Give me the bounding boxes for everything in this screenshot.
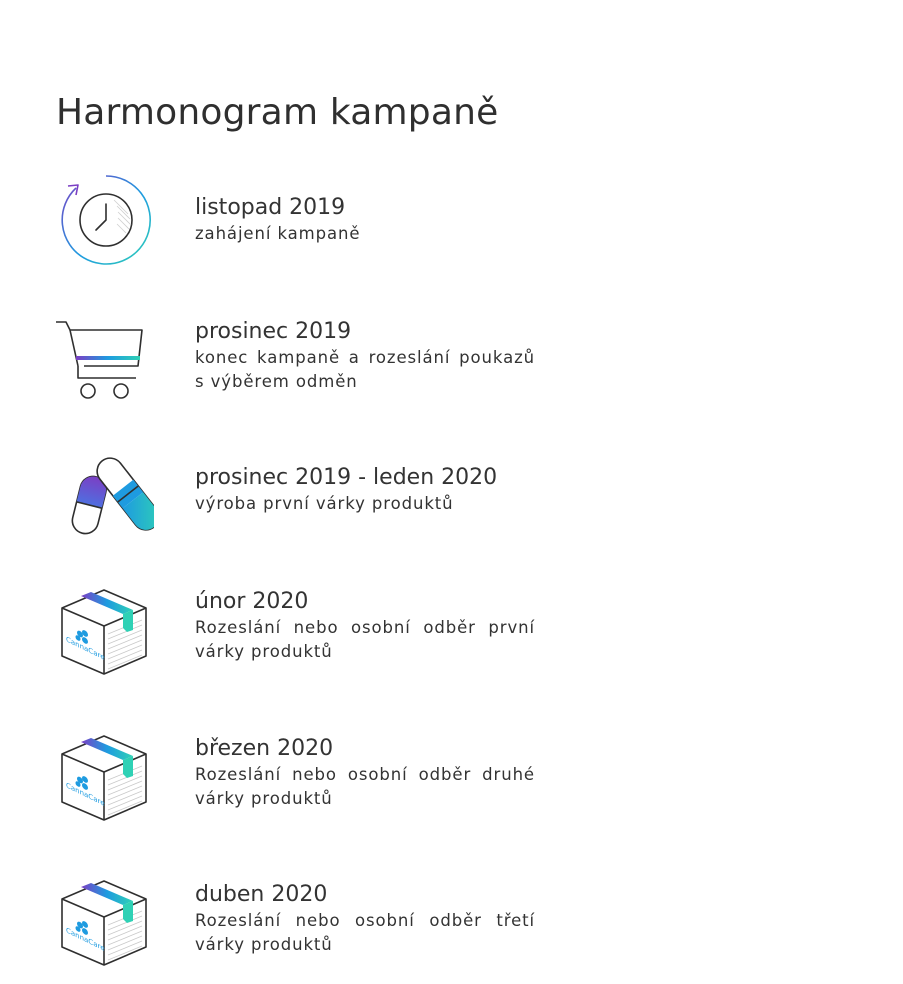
page-title: Harmonogram kampaně — [56, 92, 499, 133]
step-description: zahájení kampaně — [195, 224, 361, 243]
box-icon — [54, 582, 154, 682]
step-date: prosinec 2019 - leden 2020 — [195, 465, 498, 490]
step-description: konec kampaně a rozeslání poukazů s výběrem odměn — [195, 348, 535, 391]
cart-icon — [54, 312, 154, 412]
step-date: březen 2020 — [195, 736, 334, 761]
timeline-step — [0, 728, 903, 838]
step-description: Rozeslání nebo osobní odběr třetí várky produktů — [195, 911, 535, 954]
timeline-step — [0, 170, 903, 280]
step-description: výroba první várky produktů — [195, 494, 454, 513]
step-description: Rozeslání nebo osobní odběr první várky produktů — [195, 618, 535, 661]
capsules-icon — [54, 448, 154, 548]
box-icon — [54, 873, 154, 973]
timeline-step — [0, 873, 903, 983]
step-date: únor 2020 — [195, 589, 309, 614]
step-date: prosinec 2019 — [195, 319, 352, 344]
step-description: Rozeslání nebo osobní odběr druhé várky produktů — [195, 765, 535, 808]
timeline-step — [0, 312, 903, 422]
timeline-step — [0, 582, 903, 692]
clock-icon — [54, 170, 154, 270]
step-date: listopad 2019 — [195, 195, 346, 220]
timeline-step — [0, 448, 903, 558]
step-date: duben 2020 — [195, 882, 328, 907]
box-icon — [54, 728, 154, 828]
